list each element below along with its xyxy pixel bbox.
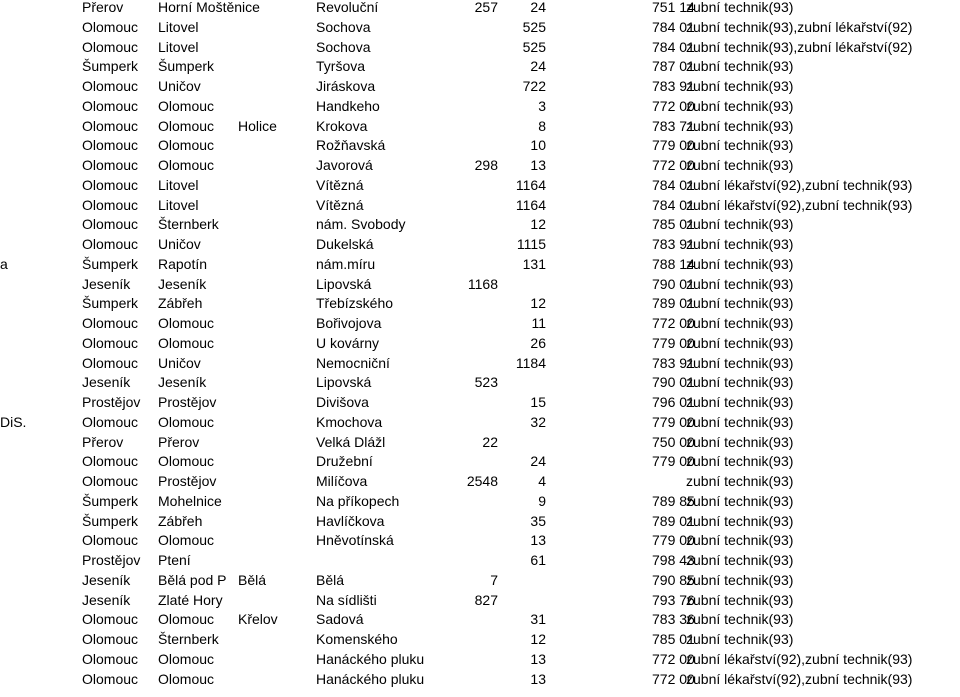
cell-district: Olomouc — [82, 315, 139, 331]
cell-city: Rapotín — [158, 255, 208, 272]
cell-orientation-number: 24 — [530, 0, 546, 15]
table-row — [0, 293, 960, 313]
table-row — [0, 392, 960, 412]
cell-city: Jeseník — [158, 374, 207, 391]
cell-house-number: 22 — [482, 433, 498, 450]
cell-orientation-number: 32 — [530, 413, 546, 430]
cell-zip: 785 01 — [652, 216, 695, 233]
cell-city: Zábřeh — [158, 512, 203, 529]
cell-field: zubní technik(93) — [686, 453, 794, 470]
cell-district: Olomouc — [82, 196, 139, 213]
cell-field: zubní technik(93) — [686, 512, 794, 529]
table-row — [0, 451, 960, 471]
cell-orientation-number: 1115 — [516, 236, 546, 252]
cell-city: Prostějov — [158, 394, 217, 410]
cell-house-number: 1168 — [467, 275, 498, 292]
cell-city: Bělá pod P — [158, 571, 227, 588]
cell-orientation-number: 12 — [530, 216, 546, 233]
cell-city: Jeseník — [158, 275, 207, 292]
cell-orientation-number: 1164 — [515, 176, 546, 193]
cell-district: Olomouc — [82, 157, 139, 173]
cell-orientation-number: 3 — [538, 97, 546, 114]
cell-field: zubní technik(93) — [686, 216, 794, 233]
cell-field: zubní technik(93) — [686, 473, 794, 489]
cell-street: Nemocniční — [316, 354, 390, 371]
cell-street: Rožňavská — [316, 137, 386, 154]
cell-district: Přerov — [82, 0, 124, 15]
cell-street: Tyršova — [316, 58, 366, 75]
table-row — [0, 649, 960, 669]
cell-field: zubní technik(93) — [686, 532, 794, 549]
cell-zip: 772 00 — [652, 157, 695, 173]
cell-orientation-number: 24 — [530, 453, 546, 470]
cell-street: nám. Svobody — [316, 216, 406, 233]
cell-orientation-number: 11 — [531, 315, 546, 331]
cell-district: Olomouc — [82, 216, 139, 233]
table-row — [0, 372, 960, 392]
table-row — [0, 175, 960, 195]
cell-street: Družební — [316, 453, 373, 470]
cell-city: Šumperk — [158, 58, 215, 75]
cell-zip: 783 91 — [652, 78, 695, 94]
cell-field: zubní technik(93) — [686, 334, 794, 351]
table-row — [0, 0, 960, 17]
cell-field: zubní technik(93) — [686, 275, 794, 292]
cell-field: zubní lékařství(92),zubní technik(93) — [686, 176, 913, 193]
cell-orientation-number: 12 — [530, 295, 546, 312]
cell-street: Velká Dlážl — [316, 433, 386, 450]
cell-zip: 790 85 — [652, 571, 695, 588]
cell-field: zubní technik(93) — [686, 78, 794, 94]
cell-city: Olomouc — [158, 97, 215, 114]
cell-city: Prostějov — [158, 473, 217, 489]
table-row — [0, 56, 960, 76]
cell-field: zubní technik(93) — [686, 374, 794, 391]
cell-street: Jiráskova — [316, 78, 376, 94]
cell-district: Šumperk — [82, 255, 139, 272]
cell-street: Bělá — [316, 571, 345, 588]
cell-zip: 790 01 — [652, 374, 695, 391]
table-row — [0, 590, 960, 610]
cell-orientation-number: 1184 — [515, 354, 546, 371]
cell-city: Olomouc — [158, 453, 215, 470]
cell-zip: 783 91 — [652, 236, 695, 252]
cell-field: zubní technik(93) — [686, 157, 794, 173]
cell-field: zubní lékařství(92),zubní technik(93) — [686, 196, 913, 213]
cell-zip: 783 36 — [652, 611, 695, 628]
cell-city: Litovel — [158, 176, 199, 193]
cell-street: Milíčova — [316, 473, 368, 489]
cell-orientation-number: 61 — [530, 552, 546, 568]
cell-house-number: 523 — [474, 374, 498, 391]
cell-fragment: a — [0, 255, 8, 272]
cell-district: Olomouc — [82, 97, 139, 114]
table-row — [0, 511, 960, 531]
cell-field: zubní technik(93) — [686, 137, 794, 154]
cell-district: Olomouc — [82, 18, 139, 35]
cell-street: nám.míru — [316, 255, 376, 272]
cell-orientation-number: 26 — [530, 334, 546, 351]
cell-street: Lipovská — [316, 374, 372, 391]
cell-city: Zlaté Hory — [158, 591, 223, 608]
cell-city: Olomouc — [158, 157, 215, 173]
cell-field: zubní technik(93),zubní lékařství(92) — [686, 38, 913, 55]
cell-city: Olomouc — [158, 670, 215, 687]
cell-zip: 787 01 — [652, 58, 695, 75]
table-row — [0, 37, 960, 57]
cell-street: Vítězná — [316, 196, 364, 213]
cell-city-part: Bělá — [238, 571, 267, 588]
table-row — [0, 76, 960, 96]
cell-house-number: 2548 — [466, 473, 498, 489]
cell-city: Šternberk — [158, 216, 219, 233]
cell-orientation-number: 9 — [538, 492, 546, 509]
cell-orientation-number: 131 — [522, 255, 546, 272]
cell-city: Mohelnice — [158, 492, 222, 509]
cell-zip: 789 85 — [652, 492, 695, 509]
cell-street: Hanáckého pluku — [316, 670, 425, 687]
cell-orientation-number: 24 — [530, 58, 546, 75]
cell-zip: 779 00 — [652, 137, 695, 154]
cell-district: Olomouc — [82, 354, 139, 371]
cell-field: zubní technik(93) — [686, 552, 794, 568]
cell-zip: 784 01 — [652, 18, 695, 35]
cell-street: Dukelská — [316, 236, 374, 252]
cell-city: Olomouc — [158, 413, 215, 430]
cell-zip: 789 01 — [652, 295, 695, 312]
cell-street: Divišova — [316, 394, 369, 410]
table-row — [0, 234, 960, 254]
cell-city: Litovel — [158, 18, 199, 35]
cell-district: Jeseník — [82, 374, 131, 391]
table-row — [0, 353, 960, 373]
cell-field: zubní technik(93) — [686, 413, 794, 430]
cell-district: Olomouc — [82, 38, 139, 55]
table-row — [0, 609, 960, 629]
cell-zip: 783 71 — [652, 117, 695, 134]
cell-zip: 779 00 — [652, 334, 695, 351]
cell-district: Jeseník — [82, 275, 131, 292]
cell-city: Uničov — [158, 78, 201, 94]
cell-city: Ptení — [158, 552, 191, 568]
cell-street: Hanáckého pluku — [316, 650, 425, 667]
cell-zip: 790 01 — [652, 275, 695, 292]
cell-orientation-number: 525 — [522, 18, 546, 35]
table-row — [0, 550, 960, 570]
cell-field: zubní technik(93) — [686, 295, 794, 312]
table-row — [0, 116, 960, 136]
cell-field: zubní technik(93) — [686, 571, 794, 588]
cell-district: Šumperk — [82, 512, 139, 529]
cell-district: Olomouc — [82, 611, 139, 628]
cell-street: Javorová — [316, 157, 373, 173]
cell-street: Lipovská — [316, 275, 372, 292]
cell-district: Šumperk — [82, 492, 139, 509]
cell-street: Sadová — [316, 611, 364, 628]
cell-city: Uničov — [158, 354, 201, 371]
cell-zip: 772 00 — [652, 315, 695, 331]
cell-street: Hněvotínská — [316, 532, 394, 549]
table-row — [0, 155, 960, 175]
cell-city: Horní Moštěnice — [158, 0, 260, 15]
cell-street: Sochova — [316, 38, 371, 55]
cell-street: Sochova — [316, 18, 371, 35]
cell-zip: 793 76 — [652, 591, 695, 608]
table-row — [0, 313, 960, 333]
cell-street: Havlíčkova — [316, 512, 385, 529]
cell-house-number: 7 — [490, 571, 498, 588]
cell-zip: 779 00 — [652, 453, 695, 470]
cell-field: zubní technik(93) — [686, 591, 794, 608]
table-row — [0, 530, 960, 550]
cell-city: Olomouc — [158, 137, 215, 154]
cell-district: Olomouc — [82, 473, 139, 489]
cell-orientation-number: 12 — [530, 631, 546, 647]
cell-city: Zábřeh — [158, 295, 203, 312]
cell-field: zubní technik(93) — [686, 492, 794, 509]
cell-street: Třebízského — [316, 295, 394, 312]
cell-orientation-number: 722 — [522, 78, 546, 94]
table-row — [0, 333, 960, 353]
cell-zip: 783 91 — [652, 354, 695, 371]
cell-district: Přerov — [82, 433, 124, 450]
table-row — [0, 491, 960, 511]
cell-house-number: 257 — [474, 0, 498, 15]
cell-city: Litovel — [158, 38, 199, 55]
cell-district: Olomouc — [82, 650, 139, 667]
cell-street: Na sídlišti — [316, 591, 377, 608]
table-row — [0, 570, 960, 590]
cell-zip: 796 01 — [652, 394, 695, 410]
cell-house-number: 298 — [474, 157, 498, 173]
cell-city: Olomouc — [158, 117, 215, 134]
cell-field: zubní technik(93) — [686, 255, 794, 272]
cell-street: Bořivojova — [316, 315, 382, 331]
cell-district: Prostějov — [82, 394, 141, 410]
cell-field: zubní technik(93) — [686, 631, 794, 647]
table-row — [0, 254, 960, 274]
cell-field: zubní lékařství(92),zubní technik(93) — [686, 670, 913, 687]
table-row — [0, 17, 960, 37]
cell-house-number: 827 — [474, 591, 498, 608]
cell-district: Jeseník — [82, 571, 131, 588]
cell-zip: 785 01 — [652, 631, 695, 647]
cell-district: Olomouc — [82, 453, 139, 470]
cell-field: zubní technik(93) — [686, 97, 794, 114]
cell-orientation-number: 35 — [530, 512, 546, 529]
table-row — [0, 471, 960, 491]
cell-orientation-number: 13 — [530, 670, 546, 687]
cell-zip: 784 01 — [652, 38, 695, 55]
cell-orientation-number: 8 — [538, 117, 546, 134]
cell-street: Kmochova — [316, 413, 383, 430]
table-row — [0, 412, 960, 432]
cell-district: Olomouc — [82, 334, 139, 351]
cell-zip: 751 14 — [652, 0, 695, 15]
cell-city: Litovel — [158, 196, 199, 213]
cell-zip: 772 00 — [652, 97, 695, 114]
cell-district: Šumperk — [82, 295, 139, 312]
cell-district: Jeseník — [82, 591, 131, 608]
cell-zip: 788 14 — [652, 255, 695, 272]
cell-field: zubní technik(93) — [686, 315, 794, 331]
cell-district: Olomouc — [82, 137, 139, 154]
table-row — [0, 214, 960, 234]
cell-district: Olomouc — [82, 670, 139, 687]
cell-city-part: Křelov — [238, 611, 278, 628]
cell-zip: 789 01 — [652, 512, 695, 529]
cell-street: Krokova — [316, 117, 368, 134]
table-row — [0, 629, 960, 649]
cell-district: Olomouc — [82, 236, 139, 252]
cell-fragment: DiS. — [0, 413, 27, 430]
cell-field: zubní technik(93) — [686, 354, 794, 371]
cell-field: zubní technik(93),zubní lékařství(92) — [686, 18, 913, 35]
cell-orientation-number: 4 — [538, 473, 546, 489]
cell-field: zubní technik(93) — [686, 433, 794, 450]
cell-street: Na příkopech — [316, 492, 400, 509]
cell-field: zubní technik(93) — [686, 117, 794, 134]
cell-district: Olomouc — [82, 532, 139, 549]
cell-orientation-number: 31 — [530, 611, 546, 628]
table-row — [0, 96, 960, 116]
cell-orientation-number: 13 — [530, 650, 546, 667]
cell-orientation-number: 13 — [530, 157, 546, 173]
cell-city: Přerov — [158, 433, 200, 450]
cell-district: Olomouc — [82, 631, 139, 647]
cell-field: zubní technik(93) — [686, 58, 794, 75]
cell-district: Šumperk — [82, 58, 139, 75]
cell-district: Olomouc — [82, 176, 139, 193]
cell-orientation-number: 13 — [530, 532, 546, 549]
cell-district: Olomouc — [82, 117, 139, 134]
cell-zip: 750 00 — [652, 433, 695, 450]
cell-zip: 779 00 — [652, 413, 695, 430]
cell-district: Prostějov — [82, 552, 141, 568]
table-row — [0, 669, 960, 689]
cell-zip: 779 00 — [652, 532, 695, 549]
cell-zip: 784 01 — [652, 176, 695, 193]
table-row — [0, 274, 960, 294]
cell-city: Uničov — [158, 236, 201, 252]
cell-orientation-number: 10 — [530, 137, 546, 154]
cell-street: Handkeho — [316, 97, 380, 114]
cell-district: Olomouc — [82, 78, 139, 94]
cell-city: Olomouc — [158, 334, 215, 351]
cell-city-part: Holice — [238, 117, 277, 134]
cell-field: zubní technik(93) — [686, 0, 794, 15]
table-row — [0, 195, 960, 215]
cell-city: Olomouc — [158, 532, 215, 549]
cell-city: Olomouc — [158, 315, 215, 331]
cell-zip: 772 00 — [652, 670, 695, 687]
cell-orientation-number: 15 — [530, 394, 546, 410]
cell-field: zubní technik(93) — [686, 236, 794, 252]
cell-city: Olomouc — [158, 650, 215, 667]
cell-zip: 772 00 — [652, 650, 695, 667]
cell-zip: 798 43 — [652, 552, 695, 568]
table-row — [0, 432, 960, 452]
cell-district: Olomouc — [82, 413, 139, 430]
cell-city: Olomouc — [158, 611, 215, 628]
cell-field: zubní technik(93) — [686, 394, 794, 410]
cell-street: U kovárny — [316, 334, 380, 351]
cell-orientation-number: 1164 — [515, 196, 546, 213]
cell-field: zubní lékařství(92),zubní technik(93) — [686, 650, 913, 667]
cell-zip: 784 01 — [652, 196, 695, 213]
cell-orientation-number: 525 — [522, 38, 546, 55]
cell-street: Vítězná — [316, 176, 364, 193]
cell-field: zubní technik(93) — [686, 611, 794, 628]
cell-street: Komenského — [316, 631, 398, 647]
table-row — [0, 135, 960, 155]
cell-city: Šternberk — [158, 631, 219, 647]
cell-street: Revoluční — [316, 0, 379, 15]
